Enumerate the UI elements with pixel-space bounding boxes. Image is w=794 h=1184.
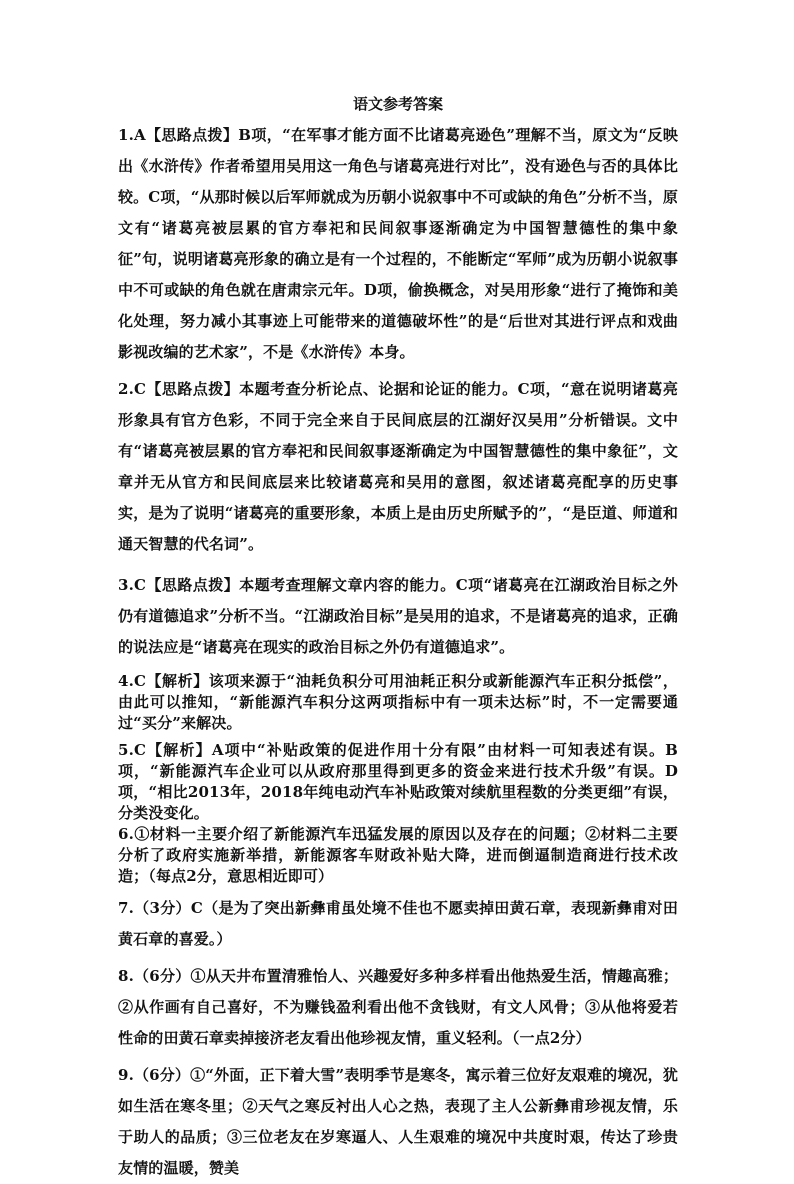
answer-document — [118, 92, 678, 1184]
answer-1: 1.A【思路点拨】B项，“在军事才能方面不比诸葛亮逊色”理解不当，原文为“反映出《水浒传》作者希望用吴用这一角色与诸葛亮进行对比”，没有逊色与否的具体比较。C项，“从那时候以后军师就成为历朝小说叙事中不可或缺的角色”分析不当，原文有“诸葛亮被层累的官方奉祀和民间叙事逐渐确定为中国智慧德性的集中象征”句，说明诸葛亮形象的确立是有一个过程的，不能断定“军师”成为历朝小说叙事中不可或缺的角色就在唐肃宗元年。D项，偷换概念，对吴用形象“进行了掩饰和美化处理，努力减小其事迹上可能带来的道德破坏性”的是“后世对其进行评点和戏曲影视改编的艺术家”，不是《水浒传》本身。 — [118, 126, 678, 361]
answer-2: 2.C【思路点拨】本题考查分析论点、论据和论证的能力。C项，“意在说明诸葛亮形象具有官方色彩，不同于完全来自于民间底层的江湖好汉吴用”分析错误。文中有“诸葛亮被层累的官方奉祀和民间叙事逐渐确定为中国智慧德性的集中象征”，文章并无从官方和民间底层来比较诸葛亮和吴用的意图，叙述诸葛亮配享的历史事实，是为了说明“诸葛亮的重要形象，本质上是由历史所赋予的”，“是臣道、师道和通天智慧的代名词”。 — [118, 380, 678, 553]
answer-6: 6.①材料一主要介绍了新能源汽车迅猛发展的原因以及存在的问题；②材料二主要分析了政府实施新举措，新能源客车财政补贴大降，进而倒逼制造商进行技术改造；（每点2分，意思相近即可） — [118, 825, 678, 885]
answer-3: 3.C【思路点拨】本题考查理解文章内容的能力。C项“诸葛亮在江湖政治目标之外仍有道德追求”分析不当。“江湖政治目标”是吴用的追求，不是诸葛亮的追求，正确的说法应是“诸葛亮在现实的政治目标之外仍有道德追求”。 — [118, 576, 678, 656]
answer-7: 7.（3分）C（是为了突出新彝甫虽处境不佳也不愿卖掉田黄石章，表现新彝甫对田黄石章的喜爱。） — [118, 899, 678, 948]
answer-4: 4.C【解析】该项来源于“油耗负积分可用油耗正积分或新能源汽车正积分抵偿”，由此可以推知，“新能源汽车积分这两项指标中有一项未达标”时，不一定需要通过“买分”来解决。 — [118, 672, 678, 732]
document-title: 语文参考答案 — [352, 95, 443, 113]
answer-5: 5.C【解析】A项中“补贴政策的促进作用十分有限”由材料一可知表述有误。B项，“新能源汽车企业可以从政府那里得到更多的资金来进行技术升级”有误。D项，“相比2013年，2018年纯电动汽车补贴政策对续航里程数的分类更细”有误，分类没变化。 — [118, 741, 678, 822]
answer-9: 9.（6分）①“外面，正下着大雪”表明季节是寒冬，寓示着三位好友艰难的境况，犹如生活在寒冬里；②天气之寒反衬出人心之热，表现了主人公新彝甫珍视友情，乐于助人的品质；③三位老友在岁寒逼人、人生艰难的境况中共度时艰，传达了珍贵友情的温暖，赞美 — [118, 1066, 678, 1177]
answer-8: 8.（6分）①从天井布置清雅怡人、兴趣爱好多种多样看出他热爱生活，情趣高雅；②从作画有自己喜好，不为赚钱盈利看出他不贪钱财，有文人风骨；③从他将爱若性命的田黄石章卖掉接济老友看出他珍视友情，重义轻利。（一点2分） — [118, 967, 678, 1047]
